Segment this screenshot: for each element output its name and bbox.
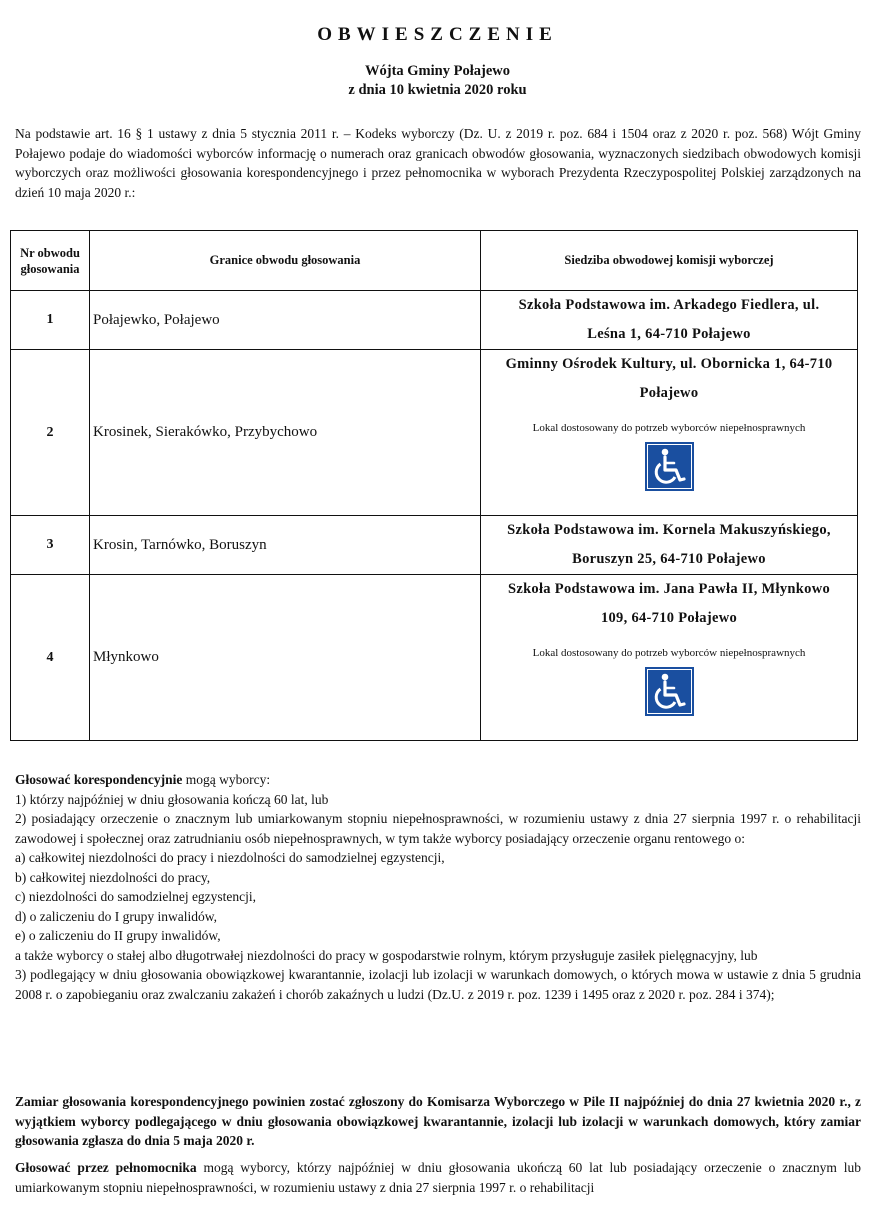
table-row bbox=[11, 291, 858, 350]
proxy-rest: mogą wyborcy, którzy najpóźniej w dniu głosowania ukończą 60 lat lub posiadający orzeczenie o znacznym lub umiarkowanym stopniu niepełnosprawności, w rozumieniu ustawy z dnia 27 sierpnia 1997 r. o rehabilitacji bbox=[15, 1160, 861, 1195]
correspondence-lead-rest: mogą wyborcy: bbox=[182, 772, 271, 787]
seat-line1: Gminny Ośrodek Kultury, ul. Obornicka 1, 64-710 bbox=[505, 356, 833, 372]
seat-line2: 109, 64-710 Połajewo bbox=[600, 610, 738, 626]
table-row bbox=[11, 516, 858, 575]
seat-address bbox=[481, 516, 857, 574]
commission-seat bbox=[481, 350, 858, 516]
table-row bbox=[11, 350, 858, 516]
circuit-number: 2 bbox=[11, 350, 90, 516]
table-header-row bbox=[11, 231, 858, 291]
commission-seat bbox=[481, 516, 858, 575]
table-row bbox=[11, 575, 858, 741]
list-item: d) o zaliczeniu do I grupy inwalidów, bbox=[15, 908, 217, 924]
circuit-bounds: Połajewko, Połajewo bbox=[90, 291, 481, 350]
accessibility-note: Lokal dostosowany do potrzeb wyborców niepełnosprawnych bbox=[532, 647, 806, 659]
list-item: e) o zaliczeniu do II grupy inwalidów, bbox=[15, 928, 221, 943]
correspondence-lead bbox=[15, 770, 861, 790]
seat-line1: Szkoła Podstawowa im. Jana Pawła II, Młynkowo bbox=[507, 581, 831, 597]
header-circuit-number bbox=[11, 231, 90, 291]
wheelchair-icon bbox=[643, 665, 696, 718]
seat-line2: Boruszyn 25, 64-710 Połajewo bbox=[572, 551, 766, 567]
seat-address bbox=[481, 575, 857, 633]
header-circuit-bounds: Granice obwodu głosowania bbox=[90, 231, 481, 291]
correspondence-lead-bold: Głosować korespondencyjnie bbox=[15, 772, 183, 787]
list-item: a także wyborcy o stałej albo długotrwałej niezdolności do pracy w gospodarstwie rolnym, którym przysługuje zasiłek pielęgnacyjny, lub bbox=[15, 947, 758, 963]
proxy-paragraph bbox=[15, 1158, 861, 1197]
seat-address bbox=[481, 350, 857, 408]
circuit-number: 3 bbox=[11, 516, 90, 575]
deadline-notice: Zamiar głosowania korespondencyjnego powinien zostać zgłoszony do Komisarza Wyborczego w Pile II najpóźniej do dnia 27 kwietnia 2020 r., z wyjątkiem wyborcy podlegającego w dniu głosowania obowiązkowej kwarantannie, izolacji lub izolacji w warunkach domowych, który zamiar głosowania zgłasza do dnia 5 maja 2020 r. bbox=[15, 1094, 861, 1148]
voting-circuits-table bbox=[10, 230, 858, 741]
list-item: 3) podlegający w dniu głosowania obowiązkowej kwarantannie, izolacji lub izolacji w warunkach domowych, o których mowa w ustawie z dnia 5 grudnia 2008 r. o zapobieganiu oraz zwalczaniu zakażeń i chorób zakaźnych u ludzi (Dz.U. z 2019 r. poz. 1239 i 1495 oraz z 2020 r. poz. 284 i 374); bbox=[15, 967, 861, 1002]
intro-paragraph: Na podstawie art. 16 § 1 ustawy z dnia 5 stycznia 2011 r. – Kodeks wyborczy (Dz. U. z 2019 r. poz. 684 i 1504 oraz z 2020 r. poz. 568) Wójt Gminy Połajewo podaje do wiadomości wyborców informację o numerach oraz granicach obwodów głosowania, wyznaczonych siedzibach obwodowych komisji wyborczych oraz możliwości głosowania korespondencyjnego i przez pełnomocnika w wyborach Prezydenta Rzeczypospolitej Polskiej zarządzonych na dzień 10 maja 2020 r.: bbox=[15, 126, 861, 200]
proxy-lead-bold: Głosować przez pełnomocnika bbox=[15, 1160, 197, 1175]
seat-line1: Szkoła Podstawowa im. Arkadego Fiedlera, ul. bbox=[518, 297, 820, 313]
wheelchair-icon bbox=[643, 440, 696, 493]
header-number-line1: Nr obwodu bbox=[20, 245, 80, 260]
correspondence-section bbox=[15, 770, 861, 1004]
circuit-number: 4 bbox=[11, 575, 90, 741]
list-item: b) całkowitej niezdolności do pracy, bbox=[15, 869, 211, 885]
seat-line2: Połajewo bbox=[639, 385, 699, 401]
list-item: a) całkowitej niezdolności do pracy i niezdolności do samodzielnej egzystencji, bbox=[15, 850, 445, 865]
document-title: OBWIESZCZENIE bbox=[317, 24, 558, 45]
list-item: 1) którzy najpóźniej w dniu głosowania kończą 60 lat, lub bbox=[15, 791, 329, 807]
header-number-line2: głosowania bbox=[20, 261, 80, 276]
list-item: c) niezdolności do samodzielnej egzystencji, bbox=[15, 889, 257, 904]
circuit-number: 1 bbox=[11, 291, 90, 350]
seat-line1: Szkoła Podstawowa im. Kornela Makuszyńskiego, bbox=[507, 522, 831, 538]
accessibility-note: Lokal dostosowany do potrzeb wyborców niepełnosprawnych bbox=[532, 422, 806, 434]
document-subtitle bbox=[0, 62, 875, 100]
circuit-bounds: Krosin, Tarnówko, Boruszyn bbox=[90, 516, 481, 575]
commission-seat bbox=[481, 575, 858, 741]
issuer-line: Wójta Gminy Połajewo bbox=[365, 63, 510, 79]
commission-seat bbox=[481, 291, 858, 350]
circuit-bounds: Krosinek, Sierakówko, Przybychowo bbox=[90, 350, 481, 516]
list-item: 2) posiadający orzeczenie o znacznym lub umiarkowanym stopniu niepełnosprawności, w rozumieniu ustawy z dnia 27 sierpnia 1997 r. o rehabilitacji zawodowej i społecznej oraz zatrudnianiu osób niepełnosprawnych, w tym także wyborcy posiadający orzeczenie organu rentowego o: bbox=[15, 811, 861, 846]
seat-address bbox=[481, 291, 857, 349]
header-commission-seat: Siedziba obwodowej komisji wyborczej bbox=[481, 231, 858, 291]
seat-line2: Leśna 1, 64-710 Połajewo bbox=[587, 326, 751, 342]
circuit-bounds: Młynkowo bbox=[90, 575, 481, 741]
date-line: z dnia 10 kwietnia 2020 roku bbox=[348, 82, 527, 98]
